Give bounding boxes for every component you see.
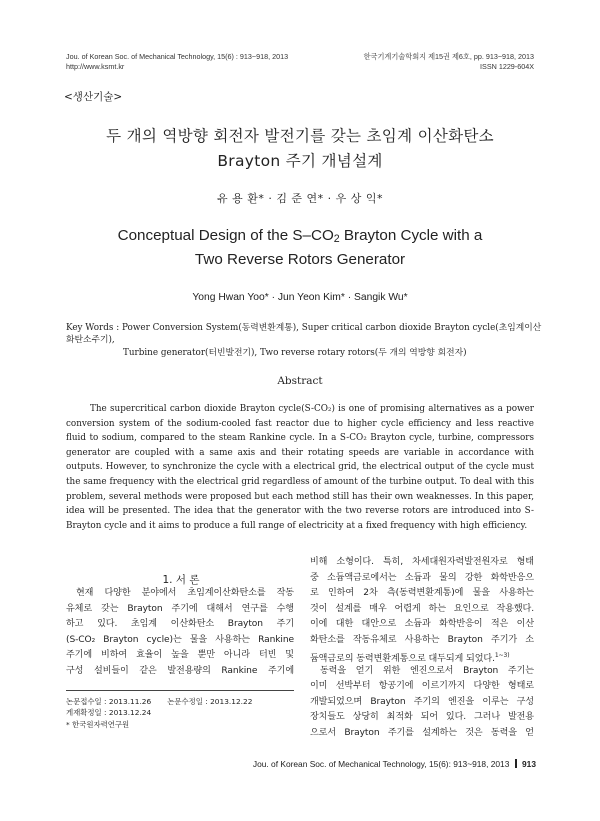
title-english-line1: Conceptual Design of the $S-CO_2$ Brayton Cycle with a bbox=[117, 227, 483, 245]
body-line: 듐액금로의 동력변환계통으로 대두되게 되었다.$^{1\sim 3)}$ bbox=[310, 652, 510, 664]
issn: ISSN 1229-604X bbox=[480, 61, 534, 71]
abstract-line: idea will be presented. The idea that the generator with the two reverse rotors are introduced into S- bbox=[66, 506, 534, 517]
title-english-line2: Two Reverse Rotors Generator bbox=[194, 251, 406, 268]
body-line: 중 소듐액금로에서는 소듐과 물의 강한 화학반응으 bbox=[310, 572, 534, 583]
body-line: 것이 설계를 매우 어렵게 하는 요인으로 작용했다. bbox=[310, 603, 534, 614]
abstract-line: conversion system of the sodium-cooled fast reactor due to higher cycle efficiency and less reactive bbox=[66, 418, 534, 429]
right-column-text bbox=[310, 555, 534, 741]
abstract-line: problem, several methods were proposed but each method still has their own weaknesses. In this paper, bbox=[66, 491, 534, 502]
body-line: 화탄소를 작동유체로 사용하는 Brayton 주기가 소 bbox=[310, 634, 534, 645]
abstract-line: the same frequency with the electrical grid regardless of amount of the turbine output. To deal with this bbox=[66, 476, 534, 487]
section-1-heading: 1. 서 론 bbox=[162, 574, 200, 586]
body-line: 이에 대한 대안으로 소듐과 화학반응이 적은 이산 bbox=[310, 619, 534, 629]
title-korean-line2: Brayton 주기 개념설계 bbox=[217, 152, 383, 170]
section-tag: <생산기술> bbox=[64, 91, 123, 103]
left-column-text bbox=[66, 586, 294, 679]
keywords-block bbox=[66, 322, 546, 359]
keywords-line2: Turbine generator(터빈발전기), Two reverse rotary rotors(두 개의 역방향 회전자) bbox=[123, 347, 467, 358]
body-line: 개발되었으며 Brayton 주기의 엔진을 이루는 구성 bbox=[310, 696, 534, 707]
keywords-label: Key Words : bbox=[66, 323, 120, 333]
citation-superscript[interactable]: 1~3) bbox=[494, 652, 510, 659]
abstract-line: Brayton cycle and it aims to produce a full range of electricity at a fixed frequency with high efficiency. bbox=[66, 520, 528, 531]
revised-date: 논문수정일 : 2013.12.22 bbox=[167, 697, 253, 706]
body-line: 장치들도 상당히 최적화 되어 있다. 그러나 발전용 bbox=[310, 712, 534, 722]
affiliation: * 한국원자력연구원 bbox=[66, 720, 130, 729]
journal-header-right bbox=[364, 52, 534, 71]
abstract-line: The supercritical carbon dioxide Brayton cycle(S-CO₂) is one of promising alternatives as a power bbox=[90, 404, 534, 414]
journal-url[interactable]: http://www.ksmt.kr bbox=[66, 61, 125, 71]
journal-citation-ko: 한국기계기술학회지 제15권 제6호, pp. 913~918, 2013 bbox=[363, 52, 534, 61]
body-line: 로 인하여 2차 측(동력변환계통)에 물을 사용하는 bbox=[310, 588, 534, 598]
received-date: 논문접수일 : 2013.11.26 bbox=[66, 697, 152, 706]
body-line: 으로서 Brayton 주기를 설계하는 것은 동력을 얻 bbox=[310, 727, 534, 738]
body-line: 이미 선박부터 항공기에 이르기까지 다양한 형태로 bbox=[310, 681, 534, 691]
footer-separator bbox=[515, 759, 517, 768]
accepted-date: 게재확정일 : 2013.12.24 bbox=[66, 707, 152, 717]
page-footer bbox=[253, 759, 536, 769]
keywords-line1: Power Conversion System(동력변환계통), Super critical carbon dioxide Brayton cycle(초임계이산화탄소주기), bbox=[66, 323, 542, 346]
footnote-divider bbox=[66, 690, 294, 691]
body-line: 하고 있다. 초임계 이산화탄소 Brayton 주기 bbox=[66, 619, 294, 629]
body-line: 주기에 비하여 효율이 높을 뿐만 아니라 터빈 및 bbox=[66, 650, 294, 660]
abstract-line: generator are coupled with a same axis and their rotating speeds are variable in accordance with bbox=[66, 447, 534, 458]
body-line: 구성 설비들이 같은 발전용량의 Rankine 주기에 bbox=[66, 665, 294, 676]
footnotes bbox=[66, 697, 294, 731]
abstract-line: fluid to sodium, compared to the steam Rankine cycle. In a S-CO₂ Brayton cycle, turbine, compressors bbox=[66, 433, 534, 444]
title-korean-line1: 두 개의 역방향 회전자 발전기를 갖는 초임계 이산화탄소 bbox=[106, 127, 494, 145]
body-line: 동력을 얻기 위한 엔진으로서 Brayton 주기는 bbox=[320, 665, 534, 676]
abstract-heading: Abstract bbox=[277, 375, 323, 387]
title-english bbox=[0, 226, 600, 270]
abstract-body bbox=[66, 402, 534, 533]
footer-citation: Jou. of Korean Soc. of Mechanical Technology, 15(6): 913~918, 2013 bbox=[252, 759, 510, 769]
authors-korean: 유 용 환* · 김 준 연* · 우 상 익* bbox=[216, 192, 384, 205]
page-number: 913 bbox=[522, 759, 536, 769]
body-line: 비해 소형이다. 특히, 차세대원자력발전원자로 형태 bbox=[310, 557, 534, 567]
body-line: 유체로 갖는 Brayton 주기에 대해서 연구를 수행 bbox=[66, 603, 294, 614]
journal-citation: Jou. of Korean Soc. of Mechanical Technology, 15(6) : 913~918, 2013 bbox=[66, 52, 289, 61]
abstract-line: outputs. However, to synchronize the cycle with a electrical grid, the electrical output of the cycle must bbox=[66, 462, 534, 473]
body-line: 현재 다양한 분야에서 초임계이산화탄소를 작동 bbox=[76, 588, 294, 598]
authors-english: Yong Hwan Yoo* · Jun Yeon Kim* · Sangik Wu* bbox=[192, 292, 408, 303]
journal-header-left bbox=[66, 52, 288, 71]
body-line: (S-CO₂ Brayton cycle)는 물을 사용하는 Rankine bbox=[66, 634, 294, 645]
title-korean bbox=[0, 126, 600, 172]
